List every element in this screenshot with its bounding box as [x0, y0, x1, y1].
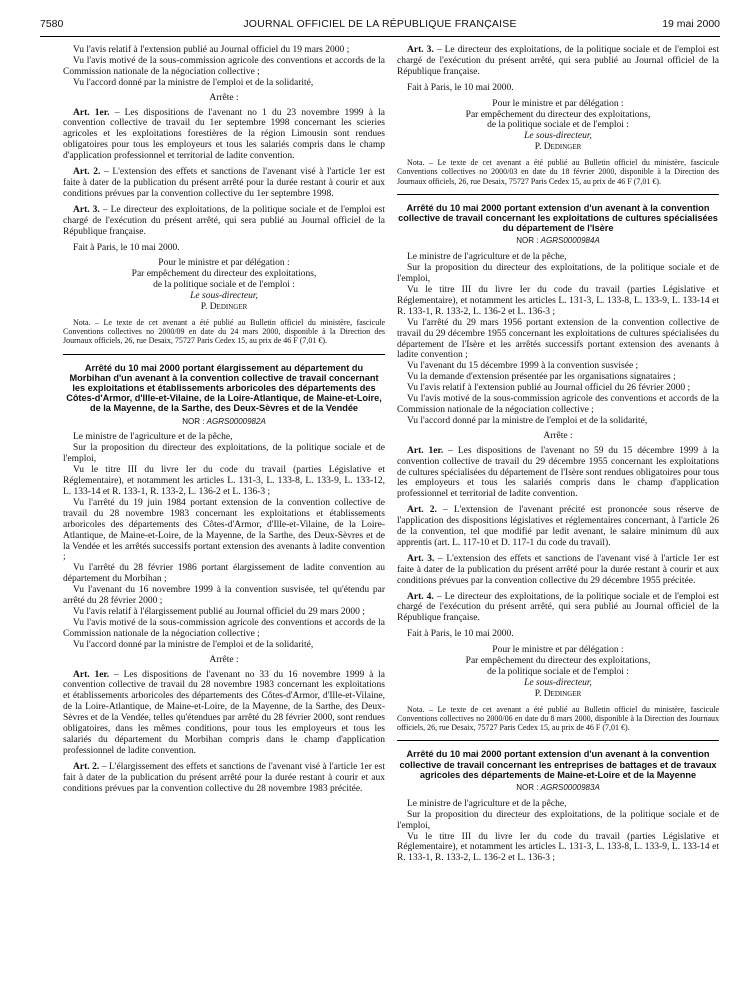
article-2 [63, 167, 385, 200]
paragraph: Vu le titre III du livre Ier du code du travail (parties Législative et Réglementaire), et notamment les articles L. 131-3, L. 133-8, L. 133-9, L. 133-14 et R. 133-1, R. 133-2, L. 136-2 et L. 136-3 ; [397, 831, 719, 864]
nor-reference [397, 236, 719, 247]
nor-reference [397, 783, 719, 794]
article-label: Art. 2. [407, 505, 437, 516]
article-text: – L'élargissement des effets et sanctions de l'avenant visé à l'article 1er est fait à dater de la publication du présent arrêté pour la durée restant à courir et aux conditions prévues par la convention collective du 28 novembre 1983 précitée. [63, 761, 385, 794]
paragraph: Sur la proposition du directeur des exploitations, de la politique sociale et de l'emploi, [397, 809, 719, 831]
paragraph: Sur la proposition du directeur des exploitations, de la politique sociale et de l'emploi, [63, 443, 385, 465]
article-text: – Le directeur des exploitations, de la politique sociale et de l'emploi est chargé de l'exécution du présent arrêté, qui sera publié au Journal officiel de la République française. [397, 45, 719, 77]
nor-label: NOR : [516, 236, 541, 246]
decree-title: Arrêté du 10 mai 2000 portant extension d'un avenant à la convention collective de travail concernant les exploitations de cultures spécialisées du département de l'Isère [398, 202, 718, 234]
signatory-name: P. Dedinger [534, 688, 582, 699]
signature-block [397, 645, 719, 700]
section-divider [397, 740, 719, 741]
signature-line: de la politique sociale et de l'emploi : [487, 667, 629, 677]
article-label: Art. 1er. [73, 107, 110, 118]
paragraph: Vu l'accord donné par la ministre de l'emploi et de la solidarité, [73, 77, 314, 88]
signature-title: Le sous-directeur, [524, 677, 592, 688]
signature-title: Le sous-directeur, [190, 291, 258, 302]
fait-line: Fait à Paris, le 10 mai 2000. [407, 629, 514, 640]
article-text: – Les dispositions de l'avenant no 59 du 15 décembre 1999 à la convention collective de travail du 29 décembre 1955 concernant les exploitations de cultures spécialisées du département de l'Isère sont rendues obligatoires pour tous les employeurs et tous les salariés compris dans le champ d'application professionnel et territorial de ladite convention. [397, 445, 719, 500]
paragraph: Vu l'arrêté du 29 mars 1956 portant extension de la convention collective de travail du 29 décembre 1955 concernant les exploitations de cultures spécialisées du département de l'Isère et les arrêtés successifs portant extension des avenants à ladite convention ; [397, 317, 719, 361]
signature-title: Le sous-directeur, [524, 131, 592, 142]
signatory-name: P. Dedinger [200, 302, 248, 313]
left-column [63, 45, 385, 794]
article-2 [63, 762, 385, 795]
paragraph: Vu l'accord donné par la ministre de l'emploi et de la solidarité, [73, 639, 314, 650]
paragraph: Vu l'avis relatif à l'extension publié au Journal officiel du 26 février 2000 ; [407, 383, 691, 394]
decree-title: Arrêté du 10 mai 2000 portant extension d'un avenant à la convention collective de travail concernant les entreprises de battages et de travaux agricoles des départements de Maine-et-Loire et de la Mayenne [399, 749, 717, 780]
right-column [397, 45, 719, 864]
article-text: – Le directeur des exploitations, de la politique sociale et de l'emploi est chargé de l'exécution du présent arrêté, qui sera publié au Journal officiel de la République française. [63, 204, 385, 237]
paragraph: Le ministre de l'agriculture et de la pêche, [407, 252, 567, 263]
nota: Nota. – Le texte de cet avenant a été publié au Bulletin officiel du ministère, fascicule Conventions collectives no 2000/06 en date du 8 mars 2000, disponible à la Direction des Journaux officiels, 26, rue Desaix, 75727 Paris Cedex 15, au prix de 46 F (7,01 €). [397, 704, 719, 733]
signature-line: Pour le ministre et par délégation : [158, 258, 290, 269]
signature-line: Pour le ministre et par délégation : [492, 98, 624, 109]
section-divider [397, 194, 719, 195]
paragraph: Vu l'avenant du 16 novembre 1999 à la convention susvisée, tel qu'étendu par arrêté du 28 février 2000 ; [63, 585, 385, 607]
nor-reference [63, 417, 385, 428]
article-3 [397, 45, 719, 78]
signature-block [63, 258, 385, 313]
paragraph: Vu l'avis motivé de la sous-commission agricole des conventions et accords de la Commission nationale de la négociation collective ; [63, 617, 385, 639]
article-label: Art. 2. [73, 761, 100, 772]
article-1 [63, 108, 385, 163]
paragraph: Sur la proposition du directeur des exploitations, de la politique sociale et de l'emploi, [397, 263, 719, 285]
article-label: Art. 3. [407, 45, 434, 55]
issue-date: 19 mai 2000 [662, 18, 720, 30]
paragraph: Vu l'avis relatif à l'élargissement publié au Journal officiel du 29 mars 2000 ; [73, 606, 365, 617]
arrete-heading: Arrête : [209, 654, 239, 665]
article-label: Art. 3. [407, 553, 435, 564]
paragraph: Le ministre de l'agriculture et de la pêche, [407, 798, 567, 809]
arrete-heading: Arrête : [209, 92, 239, 103]
signatory-name: P. Dedinger [534, 142, 582, 153]
article-4 [397, 592, 719, 625]
nota: Nota. – Le texte de cet avenant a été publié au Bulletin officiel du ministère, fascicule Conventions collectives no 2000/03 en date du 18 février 2000, disponible à la Direction des Journaux officiels, 26, rue Desaix, 75727 Paris Cedex 15, au prix de 46 F (7,01 €). [397, 158, 719, 186]
paragraph: Le ministre de l'agriculture et de la pêche, [73, 432, 233, 443]
article-1 [63, 670, 385, 757]
article-text: – L'extension des effets et sanctions de l'avenant visé à l'article 1er est faite à dater de la publication du présent arrêté pour la durée restant à courir et aux conditions prévues par la convention collective du 1er septembre 1998. [63, 167, 385, 199]
paragraph: Vu le titre III du livre Ier du code du travail (parties Législative et Réglementaire), et notamment les articles L. 131-3, L. 133-8, L. 133-9, L. 133-14 et R. 133-1, R. 133-2, L. 136-2 et L. 136-3 ; [397, 285, 719, 317]
article-3 [397, 554, 719, 587]
article-text: – L'extension des effets et sanctions de l'avenant visé à l'article 1er est faite à dater de la publication du présent arrêté pour la durée restant à courir et aux conditions prévues par la convention collective du 29 décembre 1955 précitée. [397, 553, 719, 586]
signature-line: Par empêchement du directeur des exploitations, [465, 656, 651, 667]
signature-line: de la politique sociale et de l'emploi : [153, 280, 295, 291]
journal-title: JOURNAL OFFICIEL DE LA RÉPUBLIQUE FRANÇAISE [243, 18, 517, 30]
article-label: Art. 4. [407, 591, 434, 602]
article-text: – L'extension de l'avenant précité est prononcée sous réserve de l'application des dispositions législatives et réglementaires concernant, à l'article 26 de la convention, tel que modifié par ledit avenant, le salaire minimum dû aux apprentis (art. L. 117-10 et D. 117-1 du code du travail). [397, 505, 719, 548]
paragraph: Vu le titre III du livre Ier du code du travail (parties Législative et Réglementaire), et notamment les articles L. 131-3, L. 133-8, L. 133-9, L. 133-12, L. 133-14 et R. 133-1, R. 133-2, L. 136-2 et L. 136-3 ; [63, 465, 385, 497]
article-3 [63, 205, 385, 238]
nor-code: AGRS0000983A [540, 782, 600, 792]
article-text: – Les dispositions de l'avenant no 1 du 23 novembre 1999 à la convention collective de travail du 1er septembre 1998 concernant les scieries agricoles et les exploitations forestières de la région Limousin sont rendues obligatoires pour tous les employeurs et tous les salariés compris dans le champ d'application professionnel et territorial de ladite convention. [63, 107, 385, 162]
arrete-heading: Arrête : [543, 430, 573, 441]
signature-line: Par empêchement du directeur des exploitations, [131, 269, 317, 280]
paragraph: Vu la demande d'extension présentée par les organisations signataires ; [407, 372, 676, 383]
fait-line: Fait à Paris, le 10 mai 2000. [73, 242, 180, 253]
signature-line: Pour le ministre et par délégation : [492, 645, 624, 656]
section-divider [63, 354, 385, 355]
header-rule [40, 36, 720, 37]
fait-line: Fait à Paris, le 10 mai 2000. [407, 82, 514, 93]
nor-label: NOR : [516, 782, 541, 792]
article-label: Art. 1er. [73, 669, 110, 680]
article-label: Art. 1er. [407, 445, 444, 456]
signature-line: Par empêchement du directeur des exploitations, [465, 109, 651, 120]
article-2 [397, 505, 719, 549]
article-text: – Le directeur des exploitations, de la politique sociale et de l'emploi est chargé de l'exécution du présent arrêté, qui sera publié au Journal officiel de la République française. [397, 591, 719, 624]
signature-line: de la politique sociale et de l'emploi : [487, 120, 629, 131]
page-number: 7580 [40, 18, 64, 30]
paragraph: Vu l'arrêté du 28 février 1986 portant élargissement de ladite convention au département du Morbihan ; [63, 563, 385, 585]
article-label: Art. 2. [73, 167, 101, 178]
nor-code: AGRS0000984A [540, 236, 600, 246]
paragraph: Vu l'arrêté du 19 juin 1984 portant extension de la convention collective de travail du 28 novembre 1983 concernant les exploitations et établissements arboricoles des départements des Côtes-d'Armor, d'Ille-et-Vilaine, de la Loire-Atlantique, de Maine-et-Loire, de la Mayenne, de la Sarthe, des Deux-Sèvres et de la Vendée et les arrêtés successifs portant extension des avenants à ladite convention ; [63, 497, 385, 563]
article-1 [397, 446, 719, 501]
decree-title: Arrêté du 10 mai 2000 portant élargissement au département du Morbihan d'un avenant à la convention collective de travail concernant les exploitations et établissements arboricoles des départements des Côtes-d'Armor, d'Ille-et-Vilaine, de la Loire-Atlantique, de Maine-et-Loire, de la Mayenne, de la Sarthe, des Deux-Sèvres et de la Vendée [66, 362, 382, 414]
page-header [40, 18, 720, 32]
paragraph: Vu l'avenant du 15 décembre 1999 à la convention susvisée ; [407, 361, 639, 372]
paragraph: Vu l'avis motivé de la sous-commission agricole des conventions et accords de la Commission nationale de la négociation collective ; [397, 394, 719, 415]
nor-label: NOR : [182, 416, 207, 426]
nota: Nota. – Le texte de cet avenant a été publié au Bulletin officiel du ministère, fascicule Conventions collectives no 2000/09 en date du 24 mars 2000, disponible à la Direction des Journaux officiels, 26, rue Desaix, 75727 Paris Cedex 15, au prix de 46 F (7,01 €). [63, 317, 385, 346]
article-label: Art. 3. [73, 204, 100, 215]
paragraph: Vu l'avis motivé de la sous-commission agricole des conventions et accords de la Commission nationale de la négociation collective ; [63, 55, 385, 77]
signature-block [397, 99, 719, 154]
paragraph: Vu l'avis relatif à l'extension publié au Journal officiel du 19 mars 2000 ; [73, 45, 350, 55]
nor-code: AGRS0000982A [206, 416, 266, 426]
paragraph: Vu l'accord donné par la ministre de l'emploi et de la solidarité, [407, 415, 648, 426]
article-text: – Les dispositions de l'avenant no 33 du 16 novembre 1999 à la convention collective de travail du 28 novembre 1983 concernant les exploitations et établissements arboricoles des départements des Côtes-d'Armor, d'Ille-et-Vilaine, de la Loire-Atlantique, de Maine-et-Loire, de la Mayenne, de la Sarthe, des Deux-Sèvres et de la Vendée, telles qu'étendues par arrêté du 28 février 2000, sont rendues obligatoires, dans les mêmes conditions, pour tous les employeurs et tous les salariés du département du Morbihan compris dans le champ d'application professionnel de ladite convention. [63, 669, 385, 756]
